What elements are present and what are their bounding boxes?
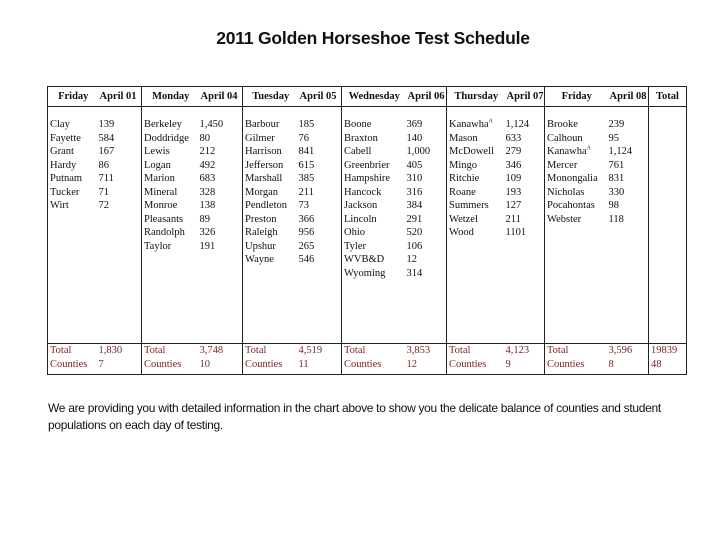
footnote-marker: A (488, 118, 493, 125)
county-students: 89 (199, 213, 210, 225)
total-labels-cell (48, 344, 97, 375)
county-students: 73 (298, 200, 309, 211)
county-students: 316 (406, 186, 423, 198)
county-students: 683 (199, 173, 216, 184)
county-name: Putnam (50, 173, 83, 184)
day-header: Friday (48, 87, 97, 107)
county-name: Wyoming (344, 267, 386, 279)
county-values-cell (504, 107, 545, 344)
county-students: 106 (406, 240, 423, 252)
total-label: Total (245, 345, 267, 356)
test-schedule-table (47, 86, 687, 375)
county-name: Pleasants (144, 213, 184, 225)
date-header: April 08 (607, 87, 649, 107)
county-students: 127 (505, 200, 522, 211)
county-name: Randolph (144, 227, 185, 238)
counties-label: Counties (547, 358, 585, 370)
counties-label: Counties (245, 358, 283, 370)
county-name: Calhoun (547, 132, 583, 144)
total-labels-cell (342, 344, 405, 375)
county-students: 633 (505, 132, 522, 144)
county-students: 546 (298, 254, 315, 265)
county-name: Barbour (245, 119, 280, 130)
county-students: 761 (608, 159, 625, 171)
county-students: 72 (98, 200, 109, 211)
county-names-cell (142, 107, 198, 344)
county-name: Webster (547, 213, 582, 225)
date-header: April 05 (297, 87, 342, 107)
county-names-cell (447, 107, 504, 344)
county-students: 1,000 (406, 146, 431, 157)
county-students: 239 (608, 119, 625, 130)
county-name: Jefferson (245, 159, 284, 171)
county-name: Mason (449, 132, 478, 144)
county-name: Roane (449, 186, 476, 198)
county-students: 326 (199, 227, 216, 238)
counties-label: Counties (344, 358, 382, 370)
counties-label: Counties (50, 358, 88, 370)
county-students: 76 (298, 132, 309, 144)
county-students: 71 (98, 186, 109, 198)
county-name: Marion (144, 173, 175, 184)
county-students: 95 (608, 132, 619, 144)
county-students: 615 (298, 159, 315, 171)
county-values-cell (198, 107, 243, 344)
county-students: 140 (406, 132, 423, 144)
county-students: 185 (298, 119, 315, 130)
total-counties: 9 (505, 358, 511, 370)
county-name: Tucker (50, 186, 80, 198)
day-header: Thursday (447, 87, 504, 107)
total-labels-cell (447, 344, 504, 375)
county-name: Berkeley (144, 119, 182, 130)
county-name: Ritchie (449, 173, 480, 184)
county-values-cell (297, 107, 342, 344)
county-students: 265 (298, 240, 315, 252)
county-name: Brooke (547, 119, 578, 130)
county-name: Upshur (245, 240, 276, 252)
county-name: Nicholas (547, 186, 585, 198)
county-name: Harrison (245, 146, 282, 157)
county-name: Lewis (144, 146, 170, 157)
county-name: Morgan (245, 186, 279, 198)
county-students: 193 (505, 186, 522, 198)
county-students: 138 (199, 200, 216, 211)
county-name: Kanawha$^A$ (547, 145, 591, 157)
total-students: 1,830 (98, 345, 123, 356)
total-students: 3,748 (199, 345, 224, 356)
county-values-cell (607, 107, 649, 344)
document-title: 2011 Golden Horseshoe Test Schedule (216, 28, 530, 48)
total-students: 4,519 (298, 345, 323, 356)
total-counties: 11 (298, 358, 309, 370)
county-name: Cabell (344, 146, 372, 157)
county-students: 385 (298, 173, 315, 184)
counties-label: Counties (449, 358, 487, 370)
county-students: 109 (505, 173, 522, 184)
footnote-marker: A (586, 145, 591, 152)
county-name: Kanawha$^A$ (449, 118, 493, 130)
total-values-cell (97, 344, 142, 375)
county-students: 328 (199, 186, 216, 198)
county-students: 330 (608, 186, 625, 198)
total-values-cell (198, 344, 243, 375)
county-students: 1,450 (199, 119, 224, 130)
county-name: Wood (449, 227, 474, 238)
county-students: 366 (298, 213, 315, 225)
county-name: Summers (449, 200, 489, 211)
county-name: Preston (245, 213, 277, 225)
county-name: Pendleton (245, 200, 287, 211)
county-name: Wayne (245, 254, 274, 265)
county-students: 841 (298, 146, 315, 157)
total-values-cell (607, 344, 649, 375)
county-students: 831 (608, 173, 625, 184)
county-name: Mineral (144, 186, 178, 198)
total-labels-cell (243, 344, 297, 375)
day-header: Tuesday (243, 87, 297, 107)
county-students: 369 (406, 119, 423, 130)
day-header: Wednesday (342, 87, 405, 107)
county-students: 98 (608, 200, 619, 211)
grand-total-students: 19839 (651, 345, 678, 356)
county-students: 314 (406, 267, 423, 279)
grand-total-header: Total (649, 87, 687, 107)
grand-total-cell (649, 344, 687, 375)
total-counties: 8 (608, 358, 614, 370)
total-labels-cell (142, 344, 198, 375)
county-students: 1,124 (505, 119, 530, 130)
county-names-cell (48, 107, 97, 344)
county-name: Doddridge (144, 132, 189, 144)
county-name: Raleigh (245, 227, 278, 238)
date-header: April 07 (504, 87, 545, 107)
total-values-cell (405, 344, 447, 375)
county-students: 405 (406, 159, 423, 171)
total-students: 4,123 (505, 345, 530, 356)
county-name: Boone (344, 119, 372, 130)
county-name: Jackson (344, 200, 378, 211)
total-label: Total (547, 345, 569, 356)
county-students: 956 (298, 227, 315, 238)
total-counties: 7 (98, 358, 104, 370)
counties-label: Counties (144, 358, 182, 370)
total-label: Total (144, 345, 166, 356)
county-students: 12 (406, 254, 417, 265)
county-students: 711 (98, 173, 114, 184)
county-name: Grant (50, 146, 74, 157)
county-names-cell (243, 107, 297, 344)
total-values-cell (504, 344, 545, 375)
county-name: Gilmer (245, 132, 275, 144)
day-header: Monday (142, 87, 198, 107)
county-name: Hardy (50, 159, 77, 171)
counties-row (48, 107, 687, 344)
total-students: 3,596 (608, 345, 633, 356)
explanatory-note: We are providing you with detailed information in the chart above to show you the delicate balance of counties and student populations on each day of testing. (48, 401, 661, 432)
total-students: 3,853 (406, 345, 431, 356)
county-students: 211 (505, 213, 521, 225)
county-students: 139 (98, 119, 115, 130)
date-header: April 06 (405, 87, 447, 107)
header-row (48, 87, 687, 107)
county-students: 191 (199, 240, 216, 252)
total-label: Total (344, 345, 366, 356)
county-students: 520 (406, 227, 423, 238)
county-students: 384 (406, 200, 423, 211)
county-students: 212 (199, 146, 216, 157)
county-students: 1101 (505, 227, 527, 238)
grand-total-counties: 48 (651, 358, 662, 370)
date-header: April 04 (198, 87, 243, 107)
county-name: Ohio (344, 227, 365, 238)
county-values-cell (97, 107, 142, 344)
county-name: Tyler (344, 240, 367, 252)
county-names-cell (545, 107, 607, 344)
county-name: Pocahontas (547, 200, 595, 211)
day-header: Friday (545, 87, 607, 107)
county-students: 1,124 (608, 146, 633, 157)
county-students: 279 (505, 146, 522, 157)
county-name: Fayette (50, 132, 81, 144)
county-name: Greenbrier (344, 159, 390, 171)
county-name: Monongalia (547, 173, 598, 184)
total-label: Total (449, 345, 471, 356)
grand-total-empty-cell (649, 107, 687, 344)
county-students: 118 (608, 213, 624, 225)
total-label: Total (50, 345, 72, 356)
county-name: Marshall (245, 173, 283, 184)
county-students: 80 (199, 132, 210, 144)
county-name: Wetzel (449, 213, 478, 225)
county-names-cell (342, 107, 405, 344)
county-students: 167 (98, 146, 115, 157)
county-name: Logan (144, 159, 171, 171)
county-students: 492 (199, 159, 216, 171)
county-name: Hampshire (344, 173, 391, 184)
county-name: WVB&D (344, 254, 385, 265)
county-name: Monroe (144, 200, 178, 211)
total-values-cell (297, 344, 342, 375)
county-students: 211 (298, 186, 314, 198)
totals-row (48, 344, 687, 375)
total-counties: 12 (406, 358, 417, 370)
county-name: Mingo (449, 159, 478, 171)
county-name: Wirt (50, 200, 69, 211)
county-name: Taylor (144, 240, 172, 252)
county-name: Clay (50, 119, 70, 130)
county-values-cell (405, 107, 447, 344)
county-name: Hancock (344, 186, 382, 198)
county-students: 86 (98, 159, 109, 171)
county-name: McDowell (449, 146, 494, 157)
county-name: Lincoln (344, 213, 377, 225)
county-students: 584 (98, 132, 115, 144)
total-counties: 10 (199, 358, 210, 370)
county-students: 310 (406, 173, 423, 184)
date-header: April 01 (97, 87, 142, 107)
county-name: Braxton (344, 132, 378, 144)
county-students: 346 (505, 159, 522, 171)
county-name: Mercer (547, 159, 578, 171)
total-labels-cell (545, 344, 607, 375)
county-students: 291 (406, 213, 423, 225)
